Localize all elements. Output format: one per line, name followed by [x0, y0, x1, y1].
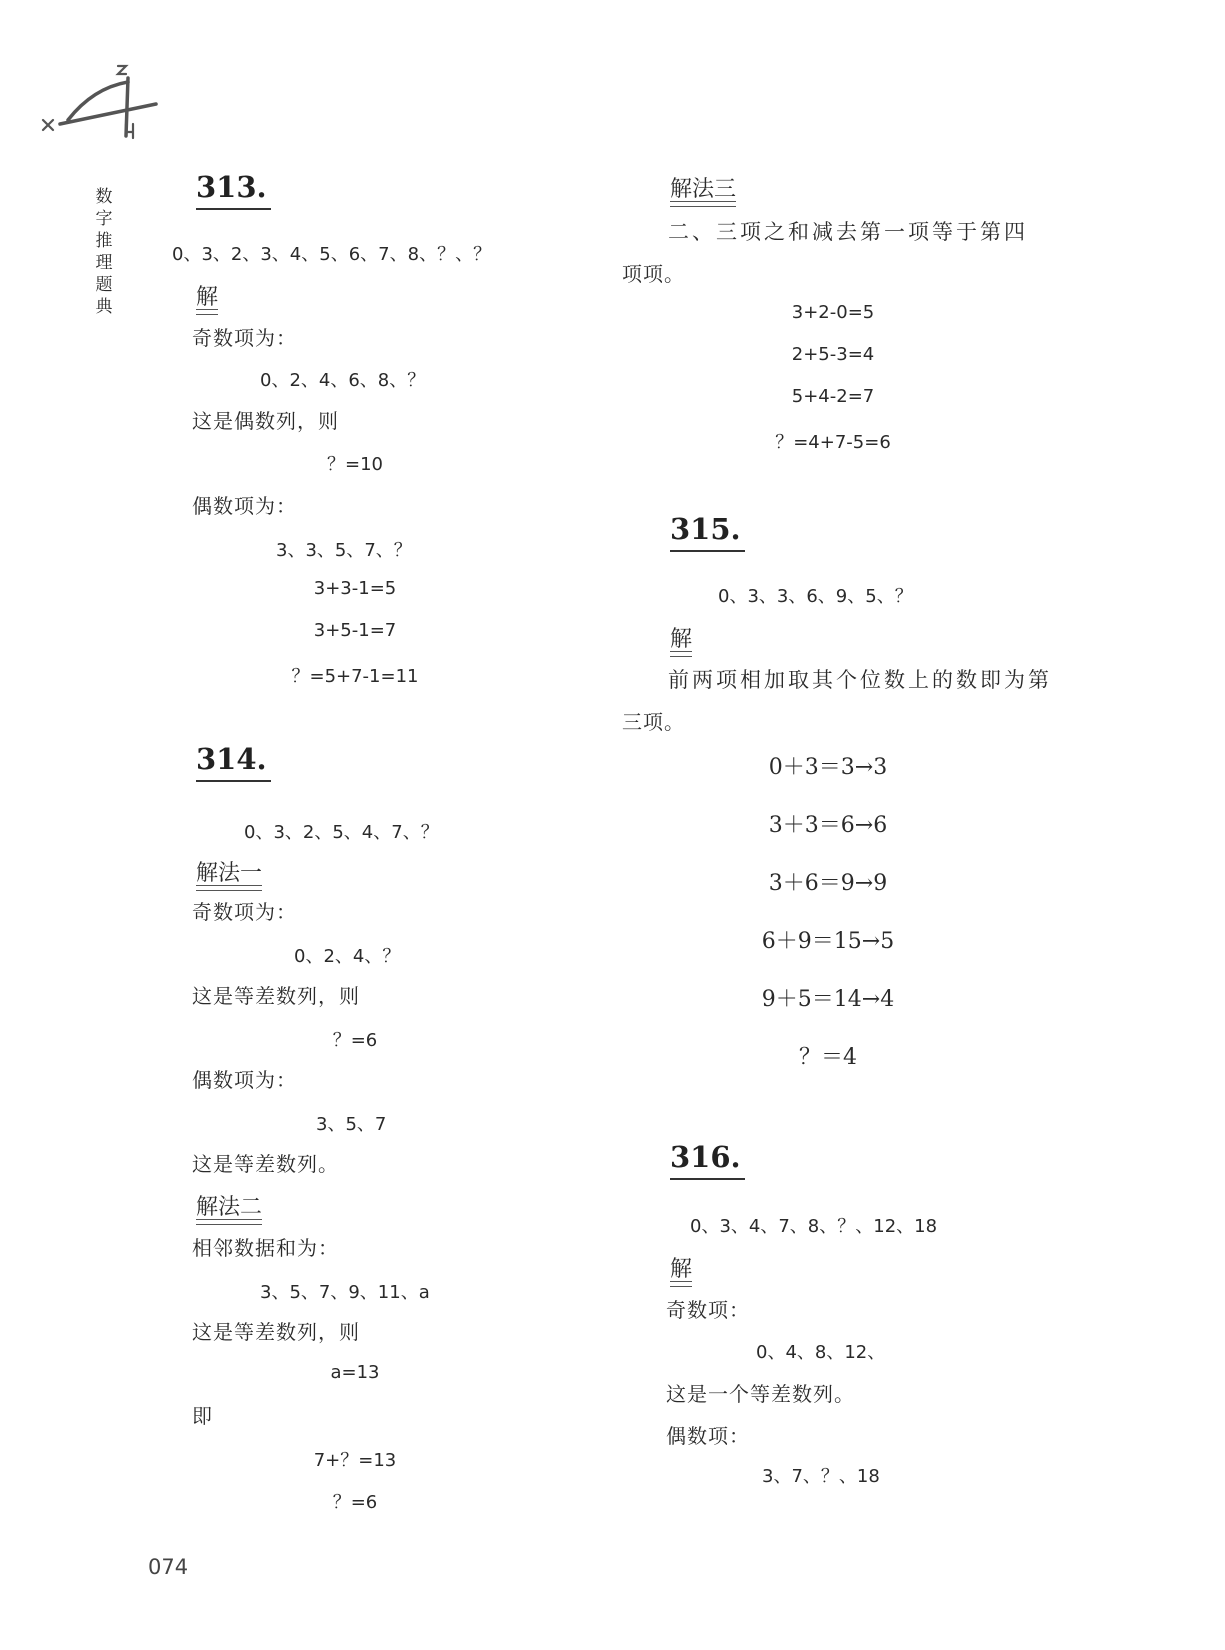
- p314-a-equation: a=13: [330, 1362, 380, 1383]
- p314-method-3-text-1: 二、三项之和减去第一项等于第四: [668, 220, 1028, 244]
- p314-m3-equation-3: 5+4-2=7: [791, 386, 875, 407]
- p314-equation-a: 7+？=13: [313, 1450, 397, 1471]
- problem-315-solution-label: 解: [670, 622, 692, 653]
- problem-314-sequence: 0、3、2、5、4、7、？: [244, 822, 439, 843]
- problem-315-number: 315.: [670, 512, 741, 546]
- p314-method-1-label: 解法一: [196, 856, 262, 887]
- p314-odd-label: 奇数项为：: [192, 900, 297, 924]
- p315-math-5: 9＋5＝14→4: [761, 987, 895, 1012]
- p313-even-label: 偶数项为：: [192, 494, 297, 518]
- problem-314-number: 314.: [196, 742, 267, 776]
- axes-doodle-icon: [38, 58, 168, 148]
- p314-sum-sequence: 3、5、7、9、11、a: [260, 1282, 430, 1303]
- side-title-char: 理: [95, 253, 113, 273]
- p314-equation-b: ？=6: [332, 1492, 378, 1513]
- p315-math-3: 3＋6＝9→9: [768, 871, 888, 896]
- p315-math-4: 6＋9＝15→5: [761, 929, 895, 954]
- p315-math-1: 0＋3＝3→3: [768, 755, 888, 780]
- p314-odd-sequence: 0、2、4、？: [294, 946, 401, 967]
- p314-even-note: 这是等差数列。: [192, 1152, 339, 1176]
- p314-m3-equation-1: 3+2-0=5: [791, 302, 875, 323]
- book-side-title: [92, 186, 116, 318]
- problem-316-solution-label: 解: [670, 1252, 692, 1283]
- p315-text-2: 三项。: [622, 710, 685, 734]
- side-title-char: 题: [95, 275, 113, 295]
- side-title-char: 字: [95, 209, 113, 229]
- p314-sum-note: 这是等差数列，则: [192, 1320, 360, 1344]
- p314-odd-answer: ？=6: [332, 1030, 378, 1051]
- side-title-char: 典: [95, 297, 113, 317]
- p313-odd-sequence: 0、2、4、6、8、？: [260, 370, 426, 391]
- p313-equation-2: 3+5-1=7: [313, 620, 397, 641]
- p314-method-2-label: 解法二: [196, 1190, 262, 1221]
- p314-ji: 即: [192, 1404, 213, 1428]
- p316-odd-note: 这是一个等差数列。: [666, 1382, 855, 1406]
- p316-even-sequence: 3、7、？、18: [762, 1466, 880, 1487]
- problem-315-sequence: 0、3、3、6、9、5、？: [718, 586, 913, 607]
- p314-m3-equation-4: ？=4+7-5=6: [775, 432, 891, 453]
- p313-odd-answer: ？=10: [327, 454, 383, 475]
- p314-m3-equation-2: 2+5-3=4: [791, 344, 875, 365]
- side-title-char: 数: [95, 187, 113, 207]
- problem-313-number: 313.: [196, 170, 267, 204]
- page-number: 074: [148, 1555, 189, 1579]
- p315-text-1: 前两项相加取其个位数上的数即为第: [668, 668, 1052, 692]
- p314-sum-label: 相邻数据和为：: [192, 1236, 339, 1260]
- p313-odd-note: 这是偶数列，则: [192, 409, 339, 433]
- p314-method-3-text-2: 项项。: [622, 262, 685, 286]
- p316-odd-label: 奇数项：: [666, 1298, 750, 1322]
- p313-odd-label: 奇数项为：: [192, 326, 297, 350]
- p316-even-label: 偶数项：: [666, 1424, 750, 1448]
- side-title-char: 推: [95, 231, 113, 251]
- problem-313-solution-label: 解: [196, 280, 218, 311]
- p313-equation-1: 3+3-1=5: [313, 578, 397, 599]
- p314-method-3-label: 解法三: [670, 172, 736, 203]
- p314-even-sequence: 3、5、7: [316, 1114, 387, 1135]
- p315-math-2: 3＋3＝6→6: [768, 813, 888, 838]
- p313-even-sequence: 3、3、5、7、？: [276, 540, 412, 561]
- p314-even-label: 偶数项为：: [192, 1068, 297, 1092]
- p316-odd-sequence: 0、4、8、12、: [756, 1342, 886, 1363]
- p315-math-6: ？＝4: [799, 1045, 857, 1070]
- p313-equation-3: ？=5+7-1=11: [291, 666, 419, 687]
- problem-313-sequence: 0、3、2、3、4、5、6、7、8、？、？: [172, 244, 492, 265]
- problem-316-sequence: 0、3、4、7、8、？、12、18: [690, 1216, 938, 1237]
- problem-316-number: 316.: [670, 1140, 741, 1174]
- p314-odd-note: 这是等差数列，则: [192, 984, 360, 1008]
